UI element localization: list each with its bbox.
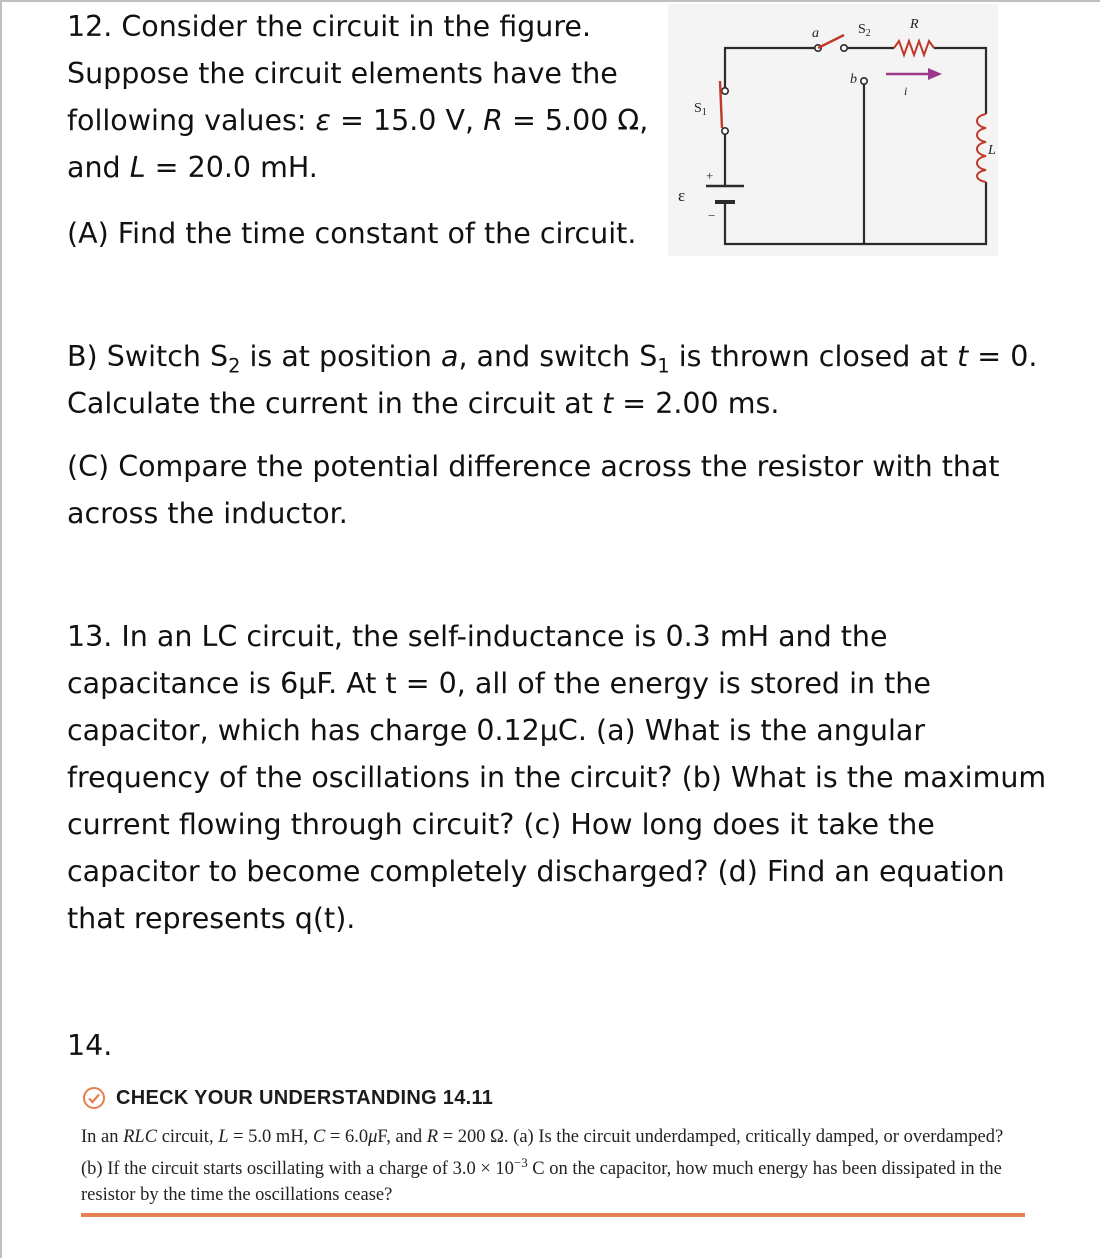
check-circle-icon — [82, 1086, 106, 1110]
label-minus: − — [708, 208, 716, 223]
s2-contact-b — [861, 78, 867, 84]
label-b: b — [850, 72, 857, 87]
s2-contact-a — [841, 45, 847, 51]
label-emf: ε — [678, 186, 686, 205]
rl-circuit-figure — [668, 4, 998, 256]
orange-divider — [81, 1213, 1025, 1217]
label-s2: $S_2$ — [858, 22, 871, 39]
label-l: L — [988, 143, 996, 158]
label-r: R — [910, 17, 919, 32]
label-s1: $S_1$ — [694, 101, 707, 118]
question-13-statement: 13. In an LC circuit, the self-inductance is 0.3 mH and the capacitance is 6μF. At t = 0, all of the energy is stored in the capacitor, which has charge 0.12μC. (a) What is the angular frequency of the oscillations in the circuit? (b) What is the maximum current flowing through circuit? (c) How long does it take the capacitor to become completely discharged? (d) Find an equation that represents q(t). — [67, 620, 1047, 935]
label-plus: + — [706, 168, 714, 183]
top-border — [0, 0, 1100, 2]
left-border — [0, 0, 2, 1258]
question-14-number: 14. — [67, 1029, 113, 1062]
s1-top-contact — [722, 88, 728, 94]
question-12-statement: 12. Consider the circuit in the figure. Suppose the circuit elements have the following values: ε = 15.0 V, R = 5.00 Ω, and L = 20.0 mH. — [67, 10, 649, 184]
question-12-part-a: (A) Find the time constant of the circuit. — [67, 217, 637, 250]
s1-bottom-contact — [722, 128, 728, 134]
question-12-part-b: B) Switch $S_2$ is at position a, and switch $S_1$ is thrown closed at t = 0. Calculate the current in the circuit at t = 2.00 ms. — [67, 340, 1038, 420]
label-i: i — [904, 84, 908, 98]
check-understanding-body: In an RLC circuit, L = 5.0 mH, C = 6.0μF, and R = 200 Ω. (a) Is the circuit underdamped, critically damped, or overdamped? (b) If the circuit starts oscillating with a charge of $3.0 \times 10^{-3}$ C on the capacitor, how much energy has been dissipated in the resistor by the time the oscillations cease? — [81, 1127, 1004, 1206]
check-understanding-title: CHECK YOUR UNDERSTANDING 14.11 — [116, 1086, 494, 1109]
check-understanding-header — [82, 1083, 493, 1113]
question-12-part-c: (C) Compare the potential difference across the resistor with that across the inductor. — [67, 450, 1000, 530]
label-a: a — [812, 26, 819, 41]
